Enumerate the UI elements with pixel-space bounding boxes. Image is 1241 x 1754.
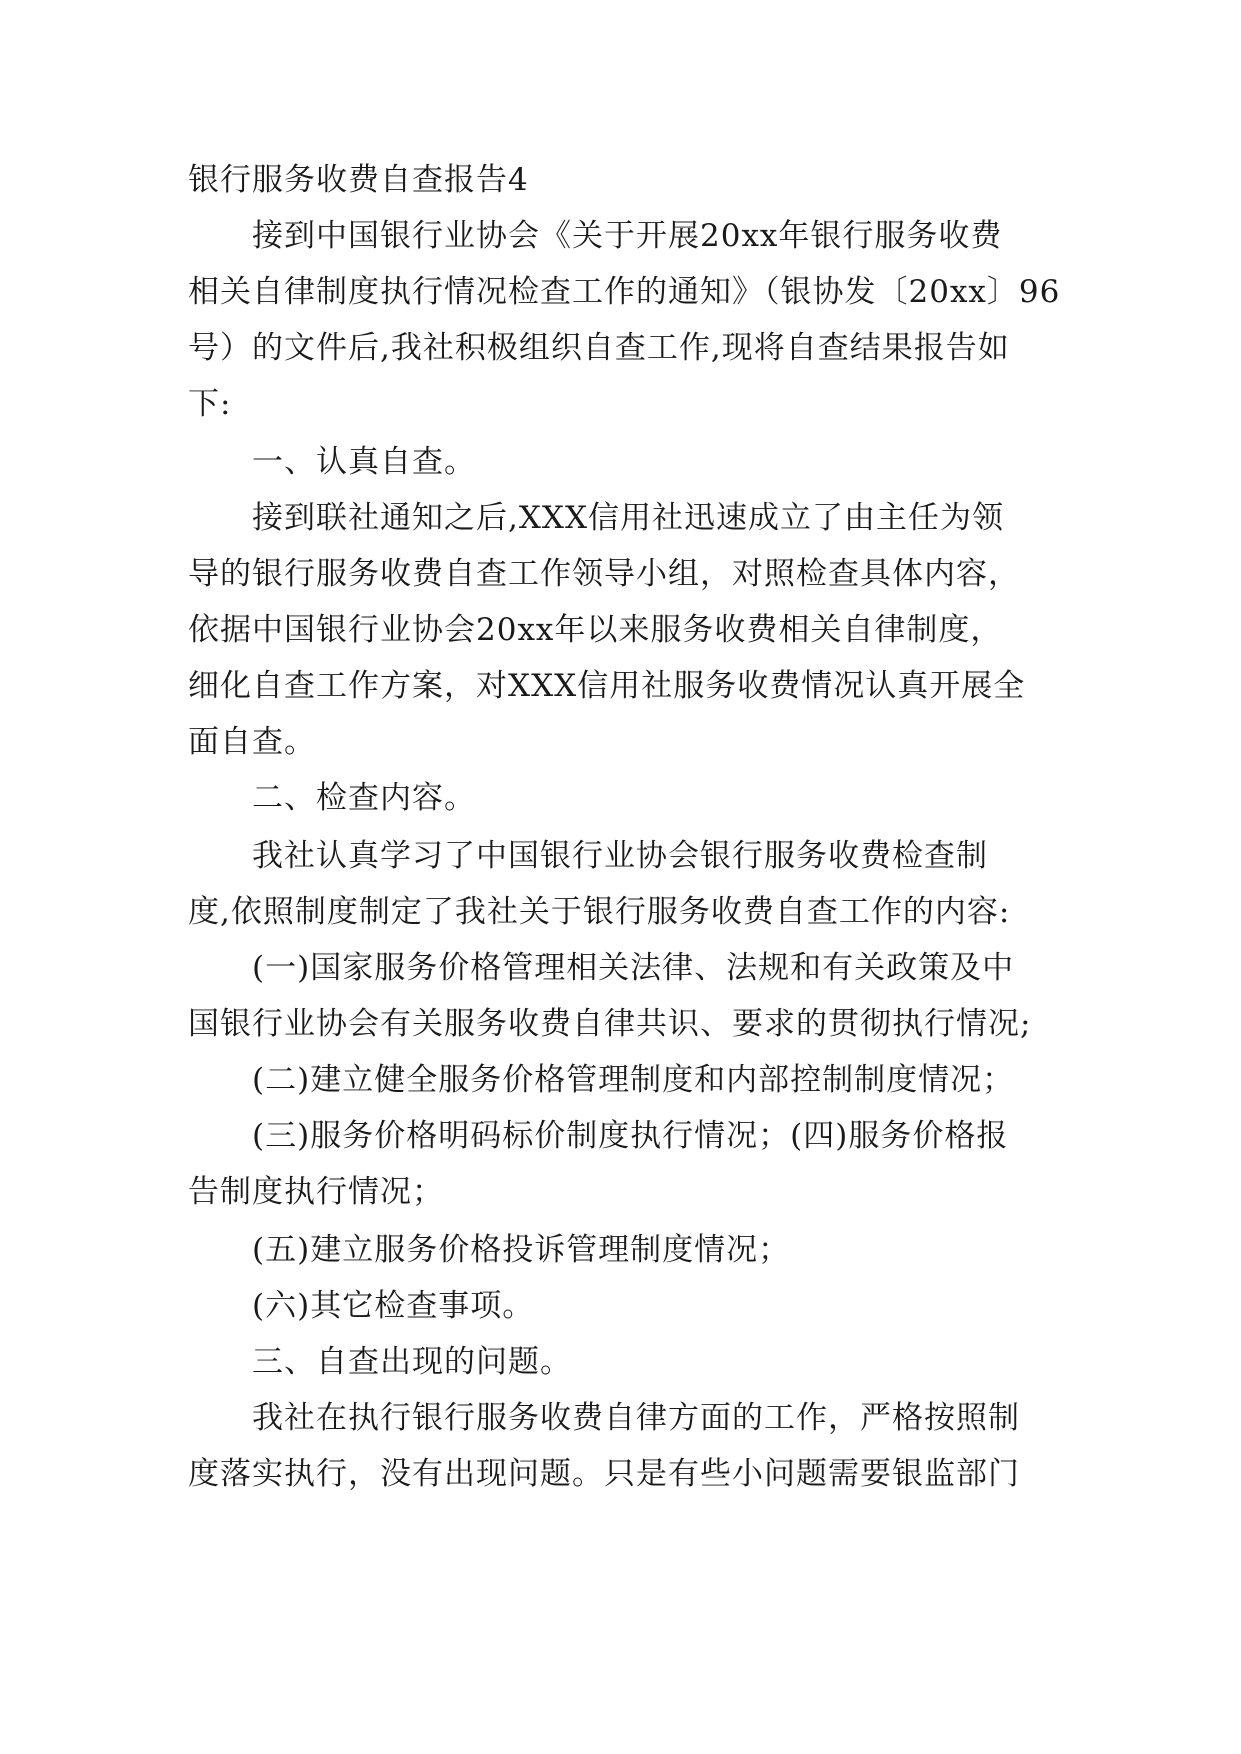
paragraph-line: 依据中国银行业协会20xx年以来服务收费相关自律制度， [188,612,1003,648]
paragraph-line: 导的银行服务收费自查工作领导小组，对照检查具体内容， [188,556,1020,592]
paragraph-line: 相关自律制度执行情况检查工作的通知》（银协发〔20xx〕96 [188,274,1061,310]
paragraph-line: 度,依照制度制定了我社关于银行服务收费自查工作的内容: [188,894,1011,930]
list-item-line: 国银行业协会有关服务收费自律共识、要求的贯彻执行情况; [188,1006,1032,1042]
list-item-line: (三)服务价格明码标价制度执行情况；(四)服务价格报 [252,1118,1009,1154]
section-heading: 一、认真自查。 [252,444,476,480]
paragraph-line: 我社认真学习了中国银行业协会银行服务收费检查制 [252,838,988,874]
paragraph-line: 我社在执行银行服务收费自律方面的工作，严格按照制 [252,1400,1020,1436]
list-item-line: (五)建立服务价格投诉管理制度情况； [252,1232,791,1268]
section-heading: 三、自查出现的问题。 [252,1344,572,1380]
section-heading: 二、检查内容。 [252,780,476,816]
list-item-line: (六)其它检查事项。 [252,1288,535,1324]
paragraph-line: 接到中国银行业协会《关于开展20xx年银行服务收费 [252,218,1003,254]
document-title: 银行服务收费自查报告4 [188,162,529,198]
list-item-line: 告制度执行情况； [188,1174,444,1210]
paragraph-line: 下: [188,386,232,422]
paragraph-line: 面自查。 [188,724,316,760]
paragraph-line: 接到联社通知之后,XXX信用社迅速成立了由主任为领 [252,500,1005,536]
paragraph-line: 细化自查工作方案，对XXX信用社服务收费情况认真开展全 [188,668,1026,704]
list-item-line: (一)国家服务价格管理相关法律、法规和有关政策及中 [252,950,1015,986]
list-item-line: (二)建立健全服务价格管理制度和内部控制制度情况； [252,1062,1015,1098]
paragraph-line: 度落实执行，没有出现问题。只是有些小问题需要银监部门 [188,1456,1020,1492]
paragraph-line: 号）的文件后,我社积极组织自查工作,现将自查结果报告如 [188,330,1010,366]
